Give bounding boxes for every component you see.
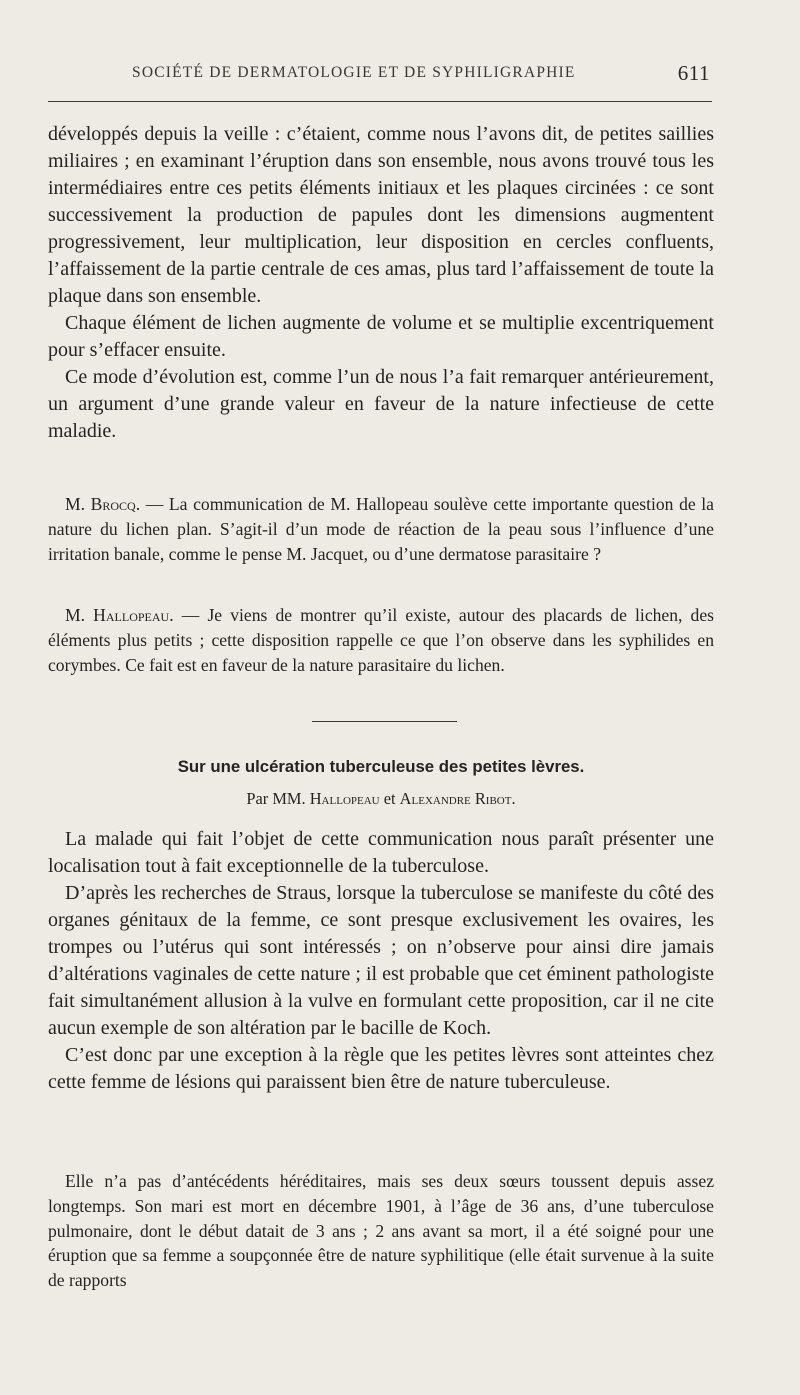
author-name: Hallopeau <box>309 789 380 808</box>
paragraph: Chaque élément de lichen augmente de volume et se multiplie excentriquement pour s’effacer ensuite. <box>48 312 714 361</box>
author-name: Alexandre Ribot. <box>399 789 516 808</box>
paragraph: Ce mode d’évolution est, comme l’un de nous l’a fait remarquer antérieurement, un argument d’une grande valeur en faveur de la nature infectieuse de cette maladie. <box>48 366 714 442</box>
article-case-history <box>48 1169 714 1293</box>
discussion-paragraph <box>48 603 714 677</box>
paragraph: D’après les recherches de Straus, lorsque la tuberculose se manifeste du côté des organes génitaux de la femme, ce sont presque exclusivement les ovaires, les trompes ou l’utérus qui sont intéressés ; on n’observe pour ainsi dire jamais d’altérations vaginales de cette nature ; il est probable que cet éminent pathologiste fait simultanément allusion à la vulve en formulant cette proposition, car il ne cite aucun exemple de son altération par le bacille de Koch. <box>48 882 714 1039</box>
speaker-name: M. Brocq. <box>65 494 141 514</box>
speaker-remark: — La communication de M. Hallopeau soulève cette importante question de la nature du lichen plan. S’agit-il d’un mode de réaction de la peau sous l’influence d’une irritation banale, comme le pense M. Jacquet, ou d’une dermatose parasitaire ? <box>48 494 714 564</box>
page-number: 611 <box>677 61 710 85</box>
running-header <box>48 62 714 86</box>
article-body <box>48 826 714 1096</box>
discussion-brocq <box>48 492 714 566</box>
article-title: Sur une ulcération tuberculeuse des petites lèvres. <box>177 757 585 776</box>
running-title: SOCIÉTÉ DE DERMATOLOGIE ET DE SYPHILIGRAPHIE <box>132 64 576 81</box>
paragraph: Elle n’a pas d’antécédents héréditaires, mais ses deux sœurs toussent depuis assez longtemps. Son mari est mort en décembre 1901, à l’âge de 36 ans, d’une tuberculose pulmonaire, dont le début datait de 3 ans ; 2 ans avant sa mort, il a été soigné pour une éruption que sa femme a soupçonnée être de nature syphilitique (elle était survenue à la suite de rapports <box>48 1171 714 1291</box>
authors-join: et <box>383 789 396 808</box>
paragraph: développés depuis la veille : c’étaient, comme nous l’avons dit, de petites saillies miliaires ; en examinant l’éruption dans son ensemble, nous avons trouvé tous les intermédiaires entre ces petits éléments initiaux et les plaques circinées : ce sont successivement la production de papules dont les dimensions augmentent progressivement, leur multiplication, leur disposition en cercles confluents, l’affaissement de la partie centrale de ces amas, plus tard l’affaissement de toute la plaque dans son ensemble. <box>48 123 714 307</box>
speaker-name: M. Hallopeau. <box>65 605 174 625</box>
continued-text <box>48 121 714 445</box>
discussion-hallopeau <box>48 603 714 677</box>
article-authors <box>48 789 714 809</box>
header-rule <box>48 101 712 102</box>
section-divider <box>312 721 457 722</box>
paragraph: La malade qui fait l’objet de cette communication nous paraît présenter une localisation tout à fait exceptionnelle de la tuberculose. <box>48 828 714 877</box>
authors-prefix: Par MM. <box>246 789 306 808</box>
discussion-paragraph <box>48 492 714 566</box>
paragraph: C’est donc par une exception à la règle que les petites lèvres sont atteintes chez cette femme de lésions qui paraissent bien être de nature tuberculeuse. <box>48 1044 714 1093</box>
speaker-remark: — Je viens de montrer qu’il existe, autour des placards de lichen, des éléments plus petits ; cette disposition rappelle ce que l’on observe dans les syphilides en corymbes. Ce fait est en faveur de la nature parasitaire du lichen. <box>48 605 715 675</box>
